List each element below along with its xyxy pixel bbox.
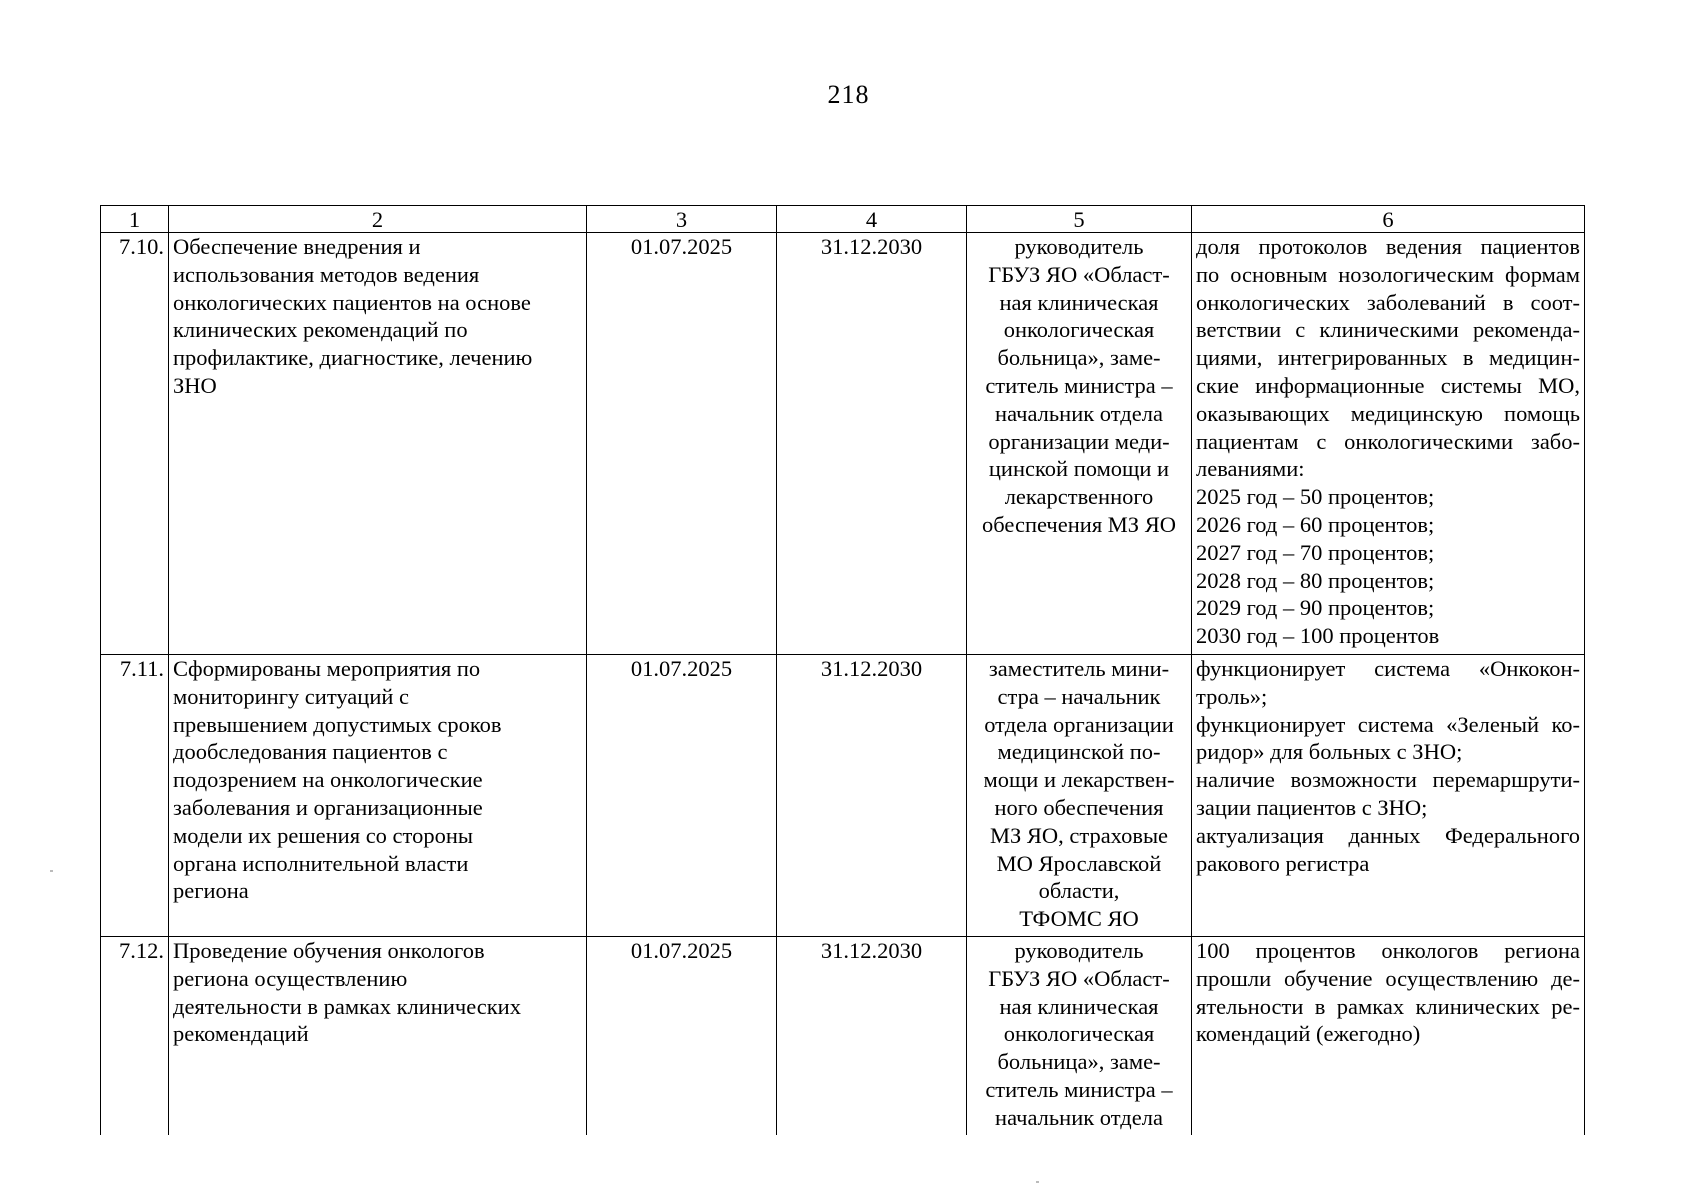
scan-speck [1036,1181,1039,1183]
table-row-7-11 [101,655,1585,937]
row-number: 7.11. [101,655,169,937]
action-cell [169,655,587,937]
action-line: заболевания и организационные [173,794,483,820]
result-line: наличие возможности перемаршрути- [1196,767,1580,793]
responsible-line: руководитель [1014,234,1144,259]
result-line: пациентам с онкологическими забо- [1196,428,1580,454]
row-number: 7.12. [101,937,169,1135]
header-cell-col-4: 4 [777,206,967,233]
result-line: ракового регистра [1196,850,1370,876]
action-line: Обеспечение внедрения и [173,234,421,259]
responsible-line: начальник отдела [995,400,1163,426]
end-date: 31.12.2030 [777,937,967,1135]
action-line: модели их решения со стороны [173,822,473,848]
responsible-line: мощи и лекарствен- [983,767,1175,793]
result-line: 2029 год – 90 процентов; [1196,595,1435,621]
responsible-line: цинской помощи и [988,456,1170,482]
result-line: 100 процентов онкологов региона [1196,938,1580,963]
result-cell [1192,655,1585,937]
header-cell-col-5: 5 [967,206,1192,233]
start-date: 01.07.2025 [587,655,777,937]
result-line: ридор» для больных с ЗНО; [1196,739,1463,765]
action-line: региона осуществлению [173,965,408,991]
responsible-line: лекарственного [1004,484,1154,510]
responsible-line: ного обеспечения [994,794,1164,820]
action-line: Проведение обучения онкологов [173,938,485,963]
result-line: оказывающих медицинскую помощь [1196,400,1580,426]
action-line: ЗНО [173,372,217,398]
responsible-line: ТФОМС ЯО [1019,906,1139,932]
result-line: ветствии с клиническими рекоменда- [1196,317,1580,343]
responsible-line: ная клиническая [999,993,1159,1019]
result-line: актуализация данных Федерального [1196,822,1580,848]
result-line: онкологических заболеваний в соот- [1196,289,1580,315]
action-line: профилактике, диагностике, лечению [173,345,533,371]
result-line: функционирует система «Онкокон- [1196,656,1580,681]
action-line: подозрением на онкологические [173,767,483,793]
responsible-line: заместитель мини- [988,656,1170,681]
action-cell [169,233,587,655]
responsible-cell [967,655,1192,937]
action-line: дообследования пациентов с [173,739,448,765]
header-row [101,206,1585,233]
action-line: региона [173,878,249,904]
responsible-line: ститель министра – [985,1076,1173,1102]
action-cell [169,937,587,1135]
responsible-line: ная клиническая [999,289,1159,315]
action-line: мониторингу ситуаций с [173,683,410,709]
activity-table [100,205,1585,1135]
responsible-line: области, [1038,878,1120,904]
result-line: комендаций (ежегодно) [1196,1021,1421,1047]
start-date: 01.07.2025 [587,937,777,1135]
responsible-line: онкологическая [1003,317,1155,343]
responsible-line: организации меди- [988,428,1170,454]
result-line: ятельности в рамках клинических ре- [1196,993,1580,1019]
result-line: зации пациентов с ЗНО; [1196,794,1428,820]
end-date: 31.12.2030 [777,233,967,655]
header-cell-col-1: 1 [101,206,169,233]
responsible-line: начальник отдела [995,1104,1163,1130]
responsible-line: обеспечения МЗ ЯО [982,511,1176,537]
responsible-line: МЗ ЯО, страховые [989,822,1169,848]
responsible-line: МО Ярославской [996,850,1162,876]
result-cell [1192,937,1585,1135]
responsible-line: ГБУЗ ЯО «Област- [988,261,1170,287]
action-line: Сформированы мероприятия по [173,656,481,681]
responsible-line: отдела организации [984,711,1174,737]
action-line: рекомендаций [173,1021,309,1047]
scan-speck [50,870,53,872]
result-line: ские информационные системы МО, [1196,372,1580,398]
responsible-line: ГБУЗ ЯО «Област- [988,965,1170,991]
action-line: органа исполнительной власти [173,850,469,876]
responsible-line: руководитель [1014,938,1144,963]
action-line: использования методов ведения [173,261,480,287]
header-cell-col-2: 2 [169,206,587,233]
result-line: леваниями: [1196,456,1305,482]
result-line: доля протоколов ведения пациентов [1196,234,1580,259]
responsible-line: больница», заме- [997,345,1161,371]
responsible-line: стра – начальник [997,683,1161,709]
result-line: функционирует система «Зеленый ко- [1196,711,1580,737]
start-date: 01.07.2025 [587,233,777,655]
action-line: деятельности в рамках клинических [173,993,521,1019]
result-line: прошли обучение осуществлению де- [1196,965,1580,991]
responsible-line: больница», заме- [997,1049,1161,1075]
action-line: превышением допустимых сроков [173,711,502,737]
header-cell-col-3: 3 [587,206,777,233]
result-line: троль»; [1196,683,1268,709]
result-line: по основным нозологическим формам [1196,261,1580,287]
responsible-cell [967,937,1192,1135]
header-cell-col-6: 6 [1192,206,1585,233]
responsible-cell [967,233,1192,655]
result-line: циями, интегрированных в медицин- [1196,345,1580,371]
result-line: 2027 год – 70 процентов; [1196,539,1435,565]
page-number: 218 [827,80,870,109]
result-cell [1192,233,1585,655]
responsible-line: онкологическая [1003,1021,1155,1047]
action-line: клинических рекомендаций по [173,317,468,343]
result-line: 2030 год – 100 процентов [1196,623,1440,649]
table-row-7-12 [101,937,1585,1135]
end-date: 31.12.2030 [777,655,967,937]
row-number: 7.10. [101,233,169,655]
action-line: онкологических пациентов на основе [173,289,531,315]
responsible-line: медицинской по- [997,739,1161,765]
result-line: 2025 год – 50 процентов; [1196,484,1435,510]
result-line: 2026 год – 60 процентов; [1196,511,1435,537]
table-row-7-10 [101,233,1585,655]
responsible-line: ститель министра – [985,372,1173,398]
result-line: 2028 год – 80 процентов; [1196,567,1435,593]
